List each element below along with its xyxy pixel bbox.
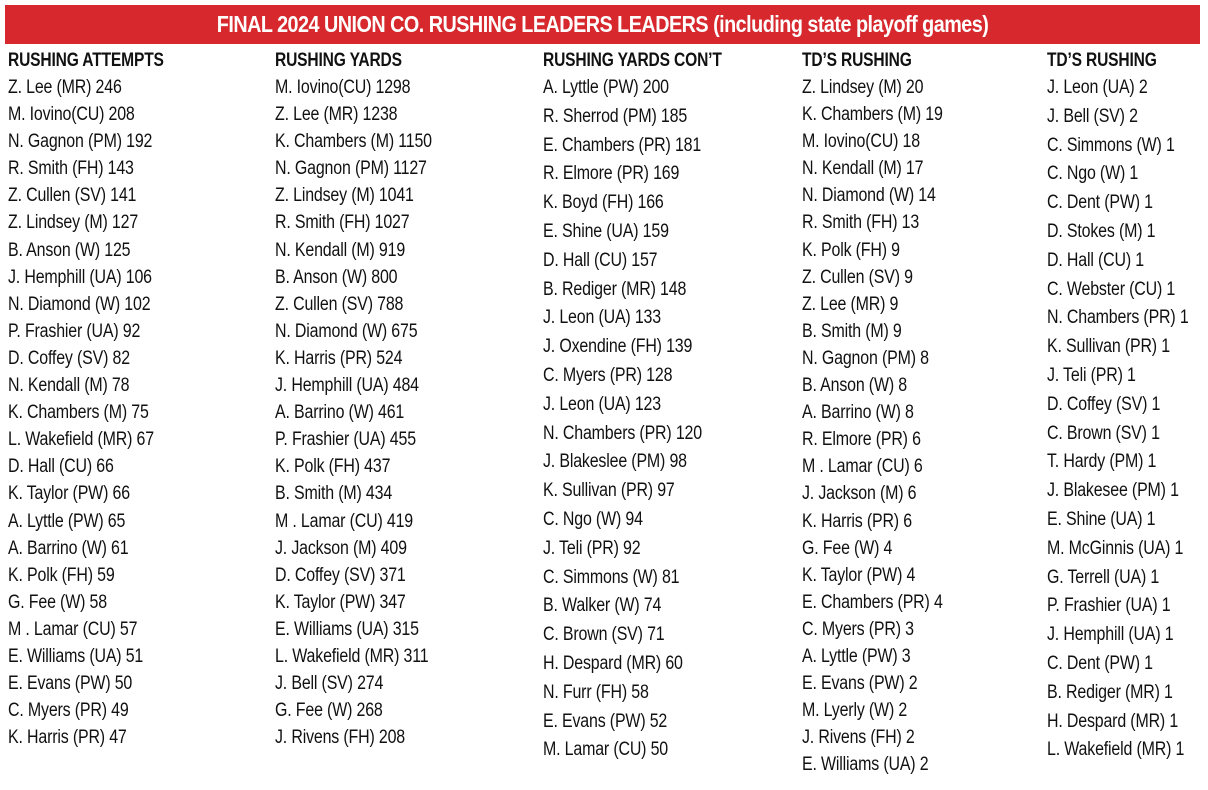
- leader-entry: G. Fee (W) 4: [802, 537, 893, 559]
- leader-entry: B. Anson (W) 8: [802, 375, 907, 397]
- column-td-rushing: [802, 48, 969, 778]
- leader-entry: N. Furr (FH) 58: [543, 681, 649, 703]
- leader-entry: C. Brown (SV) 71: [543, 624, 665, 646]
- leader-entry: A. Lyttle (PW) 65: [8, 510, 126, 532]
- leader-entry: B. Anson (W) 800: [275, 266, 398, 288]
- leader-entry: N. Chambers (PR) 1: [1047, 307, 1189, 329]
- leader-entry: R. Smith (FH) 1027: [275, 212, 410, 234]
- column-heading: RUSHING YARDS CON’T: [543, 50, 722, 71]
- leader-entry: C. Webster (CU) 1: [1047, 278, 1176, 300]
- leader-entry: M . Lamar (CU) 6: [802, 456, 923, 478]
- leader-entry: P. Frashier (UA) 92: [8, 320, 141, 342]
- leader-entry: Z. Lindsey (M) 127: [8, 212, 139, 234]
- leader-entry: J. Jackson (M) 409: [275, 537, 407, 559]
- leader-entry: P. Frashier (UA) 455: [275, 429, 416, 451]
- leader-entry: H. Despard (MR) 1: [1047, 710, 1179, 732]
- leader-entry: R. Elmore (PR) 169: [543, 163, 680, 185]
- leader-entry: C. Myers (PR) 49: [8, 700, 129, 722]
- leader-entry: E. Shine (UA) 1: [1047, 508, 1156, 530]
- leader-entry: J. Rivens (FH) 2: [802, 727, 915, 749]
- column-heading: TD’S RUSHING: [802, 50, 912, 71]
- leader-entry: K. Boyd (FH) 166: [543, 192, 664, 214]
- leader-entry: K. Taylor (PW) 4: [802, 564, 916, 586]
- leader-entry: H. Despard (MR) 60: [543, 652, 683, 674]
- column-rushing-yards-cont: [543, 48, 761, 765]
- leader-entry: D. Stokes (M) 1: [1047, 220, 1156, 242]
- leader-entry: A. Barrino (W) 461: [275, 402, 405, 424]
- leader-list: [1047, 74, 1208, 765]
- leader-entry: N. Diamond (W) 675: [275, 320, 418, 342]
- leader-entry: J. Oxendine (FH) 139: [543, 336, 693, 358]
- leader-entry: E. Evans (PW) 52: [543, 710, 668, 732]
- leader-entry: J. Jackson (M) 6: [802, 483, 917, 505]
- leader-entry: C. Ngo (W) 1: [1047, 163, 1139, 185]
- leader-entry: A. Lyttle (PW) 200: [543, 77, 669, 98]
- leader-entry: K. Sullivan (PR) 1: [1047, 336, 1170, 358]
- leader-entry: D. Coffey (SV) 371: [275, 564, 406, 586]
- leader-entry: K. Harris (PR) 6: [802, 510, 912, 532]
- leader-entry: J. Leon (UA) 123: [543, 393, 661, 415]
- leader-entry: J. Hemphill (UA) 106: [8, 266, 152, 288]
- leader-entry: E. Shine (UA) 159: [543, 220, 669, 242]
- leader-entry: G. Fee (W) 58: [8, 591, 107, 613]
- leader-entry: L. Wakefield (MR) 1: [1047, 739, 1185, 761]
- leader-entry: Z. Lee (MR) 1238: [275, 104, 398, 126]
- leader-entry: K. Harris (PR) 524: [275, 347, 403, 369]
- leader-entry: A. Barrino (W) 8: [802, 402, 914, 424]
- leader-entry: C. Ngo (W) 94: [543, 508, 643, 530]
- leader-entry: R. Smith (FH) 13: [802, 212, 920, 234]
- leader-entry: Z. Cullen (SV) 788: [275, 293, 404, 315]
- leader-entry: G. Fee (W) 268: [275, 700, 383, 722]
- leader-entry: N. Kendall (M) 17: [802, 158, 924, 180]
- column-heading: RUSHING YARDS: [275, 50, 402, 71]
- leader-entry: M . Lamar (CU) 419: [275, 510, 413, 532]
- leader-entry: K. Harris (PR) 47: [8, 727, 127, 749]
- leader-entry: R. Smith (FH) 143: [8, 158, 134, 180]
- leader-entry: D. Hall (CU) 1: [1047, 249, 1144, 271]
- leader-list: [8, 74, 198, 751]
- leader-entry: D. Coffey (SV) 82: [8, 347, 130, 369]
- banner-title: FINAL 2024 UNION CO. RUSHING LEADERS LEADERS (including state playoff games): [216, 11, 989, 37]
- leader-entry: E. Williams (UA) 2: [802, 754, 929, 776]
- leader-entry: J. Hemphill (UA) 1: [1047, 624, 1174, 646]
- leader-entry: E. Chambers (PR) 181: [543, 134, 702, 156]
- leader-entry: N. Diamond (W) 14: [802, 185, 936, 207]
- leader-entry: J. Teli (PR) 92: [543, 537, 641, 559]
- leader-entry: N. Kendall (M) 919: [275, 239, 406, 261]
- leader-entry: L. Wakefield (MR) 67: [8, 429, 154, 451]
- leader-entry: B. Smith (M) 9: [802, 320, 902, 342]
- leader-entry: E. Williams (UA) 315: [275, 618, 419, 640]
- leader-entry: A. Barrino (W) 61: [8, 537, 129, 559]
- leader-entry: E. Evans (PW) 50: [8, 673, 133, 695]
- leader-entry: D. Hall (CU) 66: [8, 456, 114, 478]
- leader-entry: K. Sullivan (PR) 97: [543, 480, 675, 502]
- leader-entry: N. Kendall (M) 78: [8, 375, 130, 397]
- leader-entry: D. Hall (CU) 157: [543, 249, 658, 271]
- leader-entry: K. Polk (FH) 437: [275, 456, 391, 478]
- leader-entry: K. Chambers (M) 75: [8, 402, 149, 424]
- leader-entry: E. Evans (PW) 2: [802, 673, 918, 695]
- leader-entry: T. Hardy (PM) 1: [1047, 451, 1157, 473]
- leader-entry: G. Terrell (UA) 1: [1047, 566, 1160, 588]
- leader-entry: J. Leon (UA) 133: [543, 307, 661, 329]
- leader-entry: Z. Lee (MR) 9: [802, 293, 899, 315]
- leader-entry: J. Leon (UA) 2: [1047, 77, 1148, 98]
- leader-entry: E. Williams (UA) 51: [8, 645, 144, 667]
- leader-entry: C. Simmons (W) 1: [1047, 134, 1175, 156]
- leader-entry: M . Lamar (CU) 57: [8, 618, 138, 640]
- column-rushing-yards: [275, 48, 462, 751]
- leader-entry: K. Chambers (M) 19: [802, 104, 943, 126]
- leader-entry: Z. Lindsey (M) 20: [802, 77, 924, 98]
- leader-entry: C. Myers (PR) 3: [802, 618, 914, 640]
- column-td-rushing-cont: [1047, 48, 1208, 765]
- leader-entry: K. Chambers (M) 1150: [275, 131, 432, 153]
- leader-list: [275, 74, 462, 751]
- leader-entry: N. Gagnon (PM) 192: [8, 131, 153, 153]
- leader-entry: K. Taylor (PW) 347: [275, 591, 406, 613]
- leader-entry: N. Chambers (PR) 120: [543, 422, 702, 444]
- leader-entry: E. Chambers (PR) 4: [802, 591, 943, 613]
- leader-entry: C. Myers (PR) 128: [543, 364, 673, 386]
- leader-entry: B. Walker (W) 74: [543, 595, 662, 617]
- leader-entry: M. Iovino(CU) 208: [8, 104, 135, 126]
- leader-entry: J. Bell (SV) 2: [1047, 105, 1138, 127]
- leader-entry: L. Wakefield (MR) 311: [275, 645, 429, 667]
- leader-entry: B. Smith (M) 434: [275, 483, 393, 505]
- leader-entry: Z. Lee (MR) 246: [8, 77, 122, 98]
- leader-entry: P. Frashier (UA) 1: [1047, 595, 1171, 617]
- leader-entry: J. Hemphill (UA) 484: [275, 375, 419, 397]
- leader-entry: J. Bell (SV) 274: [275, 673, 384, 695]
- leader-entry: J. Blakeslee (PM) 98: [543, 451, 687, 473]
- leader-entry: C. Dent (PW) 1: [1047, 652, 1153, 674]
- leader-entry: R. Elmore (PR) 6: [802, 429, 921, 451]
- leader-entry: M. Lyerly (W) 2: [802, 700, 908, 722]
- column-heading: RUSHING ATTEMPTS: [8, 50, 164, 71]
- leader-entry: J. Teli (PR) 1: [1047, 364, 1136, 386]
- leader-entry: C. Dent (PW) 1: [1047, 192, 1153, 214]
- leader-entry: M. Lamar (CU) 50: [543, 739, 669, 761]
- leader-entry: Z. Lindsey (M) 1041: [275, 185, 414, 207]
- leader-entry: R. Sherrod (PM) 185: [543, 105, 688, 127]
- leader-entry: C. Brown (SV) 1: [1047, 422, 1160, 444]
- column-heading: TD’S RUSHING: [1047, 50, 1157, 71]
- leader-entry: K. Polk (FH) 9: [802, 239, 900, 261]
- leader-entry: C. Simmons (W) 81: [543, 566, 680, 588]
- leader-entry: N. Gagnon (PM) 8: [802, 347, 929, 369]
- leader-entry: J. Rivens (FH) 208: [275, 727, 406, 749]
- leader-entry: N. Gagnon (PM) 1127: [275, 158, 427, 180]
- leader-entry: B. Anson (W) 125: [8, 239, 131, 261]
- column-rushing-attempts: [8, 48, 198, 751]
- leader-entry: K. Taylor (PW) 66: [8, 483, 130, 505]
- title-banner: [5, 5, 1200, 44]
- leader-entry: Z. Cullen (SV) 141: [8, 185, 137, 207]
- leader-entry: B. Rediger (MR) 148: [543, 278, 687, 300]
- leader-entry: Z. Cullen (SV) 9: [802, 266, 913, 288]
- leader-entry: A. Lyttle (PW) 3: [802, 645, 911, 667]
- leader-entry: D. Coffey (SV) 1: [1047, 393, 1161, 415]
- leader-list: [543, 74, 761, 765]
- leader-entry: N. Diamond (W) 102: [8, 293, 151, 315]
- leader-entry: M. McGinnis (UA) 1: [1047, 537, 1184, 559]
- leader-entry: M. Iovino(CU) 1298: [275, 77, 411, 98]
- leader-entry: M. Iovino(CU) 18: [802, 131, 920, 153]
- leader-list: [802, 74, 969, 778]
- leader-entry: J. Blakesee (PM) 1: [1047, 480, 1179, 502]
- leader-entry: K. Polk (FH) 59: [8, 564, 115, 586]
- leader-entry: B. Rediger (MR) 1: [1047, 681, 1173, 703]
